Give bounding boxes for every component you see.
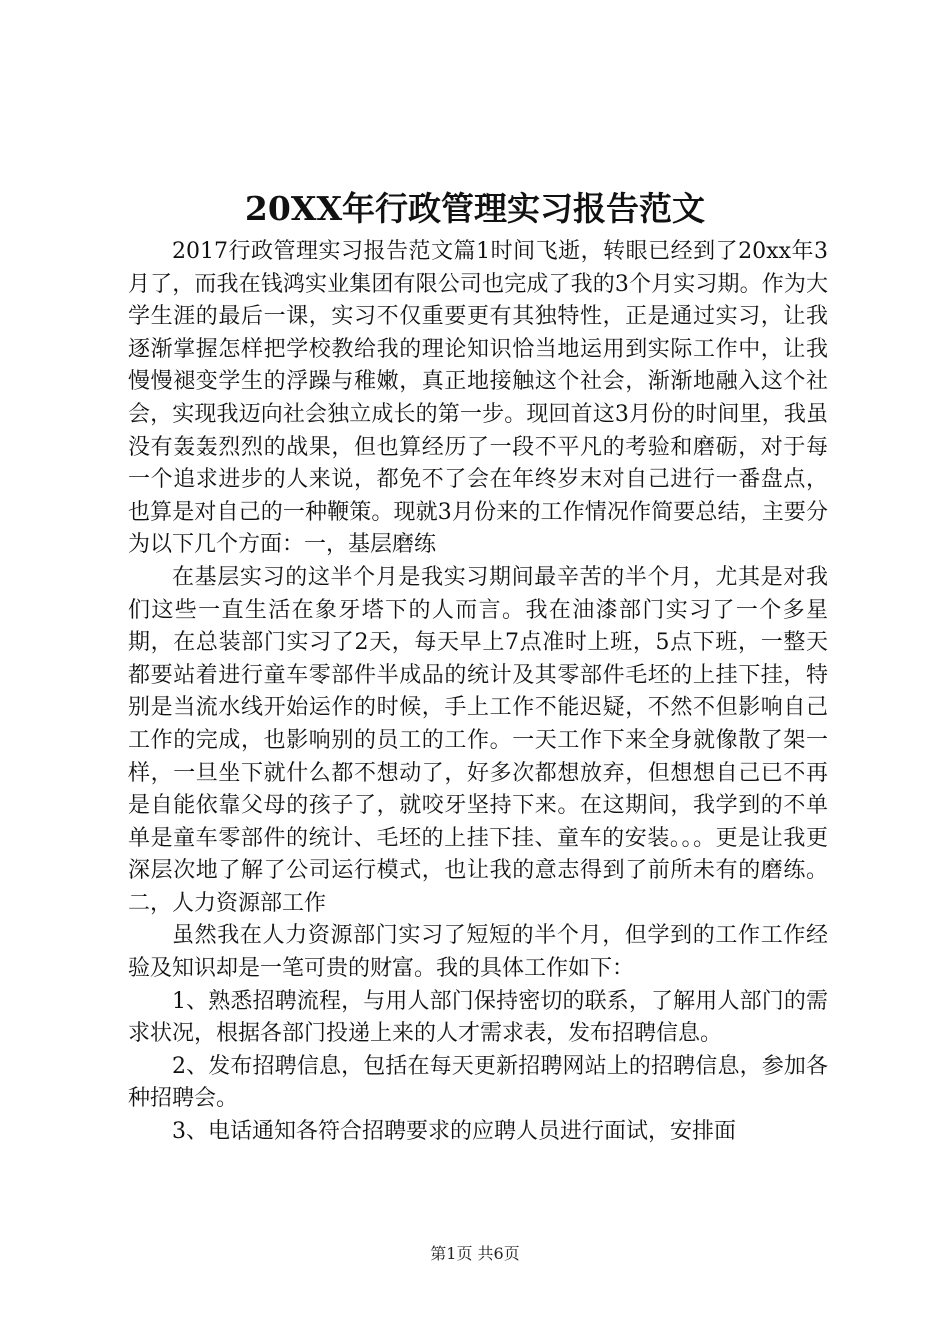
page-number-footer: 第1页 共6页 xyxy=(430,1244,520,1263)
paragraph-1: 2017行政管理实习报告范文篇1时间飞逝，转眼已经到了20xx年3月了，而我在钱鸿实业集团有限公司也完成了我的3个月实习期。作为大学生涯的最后一课，实习不仅重要更有其独特性，正是通过实习，让我逐渐掌握怎样把学校教给我的理论知识恰当地运用到实际工作中，让我慢慢褪变学生的浮躁与稚嫩，真正地接触这个社会，渐渐地融入这个社会，实现我迈向社会独立成长的第一步。现回首这3月份的时间里，我虽没有轰轰烈烈的战果，但也算经历了一段不平凡的考验和磨砺，对于每一个追求进步的人来说，都免不了会在年终岁末对自己进行一番盘点，也算是对自己的一种鞭策。现就3月份来的工作情况作简要总结，主要分为以下几个方面：一，基层磨练 xyxy=(128,239,828,558)
paragraph-3: 虽然我在人力资源部门实习了短短的半个月，但学到的工作工作经验及知识却是一笔可贵的财富。我的具体工作如下： xyxy=(128,923,828,982)
paragraph-6: 3、电话通知各符合招聘要求的应聘人员进行面试，安排面 xyxy=(172,1119,736,1145)
paragraph-5: 2、发布招聘信息，包括在每天更新招聘网站上的招聘信息，参加各种招聘会。 xyxy=(128,1053,828,1112)
document-title: 20XX年行政管理实习报告范文 xyxy=(244,189,706,228)
paragraph-2: 在基层实习的这半个月是我实习期间最辛苦的半个月，尤其是对我们这些一直生活在象牙塔下的人而言。我在油漆部门实习了一个多星期，在总装部门实习了2天，每天早上7点准时上班，5点下班，一整天都要站着进行童车零部件半成品的统计及其零部件毛坯的上挂下挂，特别是当流水线开始运作的时候，手上工作不能迟疑，不然不但影响自己工作的完成，也影响别的员工的工作。一天工作下来全身就像散了架一样，一旦坐下就什么都不想动了，好多次都想放弃，但想想自己已不再是自能依靠父母的孩子了，就咬牙坚持下来。在这期间，我学到的不单单是童车零部件的统计、毛坯的上挂下挂、童车的安装。。。更是让我更深层次地了解了公司运行模式，也让我的意志得到了前所未有的磨练。二，人力资源部工作 xyxy=(128,564,828,916)
paragraph-4: 1、熟悉招聘流程，与用人部门保持密切的联系，了解用人部门的需求状况，根据各部门投递上来的人才需求表，发布招聘信息。 xyxy=(128,988,828,1047)
document-body xyxy=(128,236,828,1149)
